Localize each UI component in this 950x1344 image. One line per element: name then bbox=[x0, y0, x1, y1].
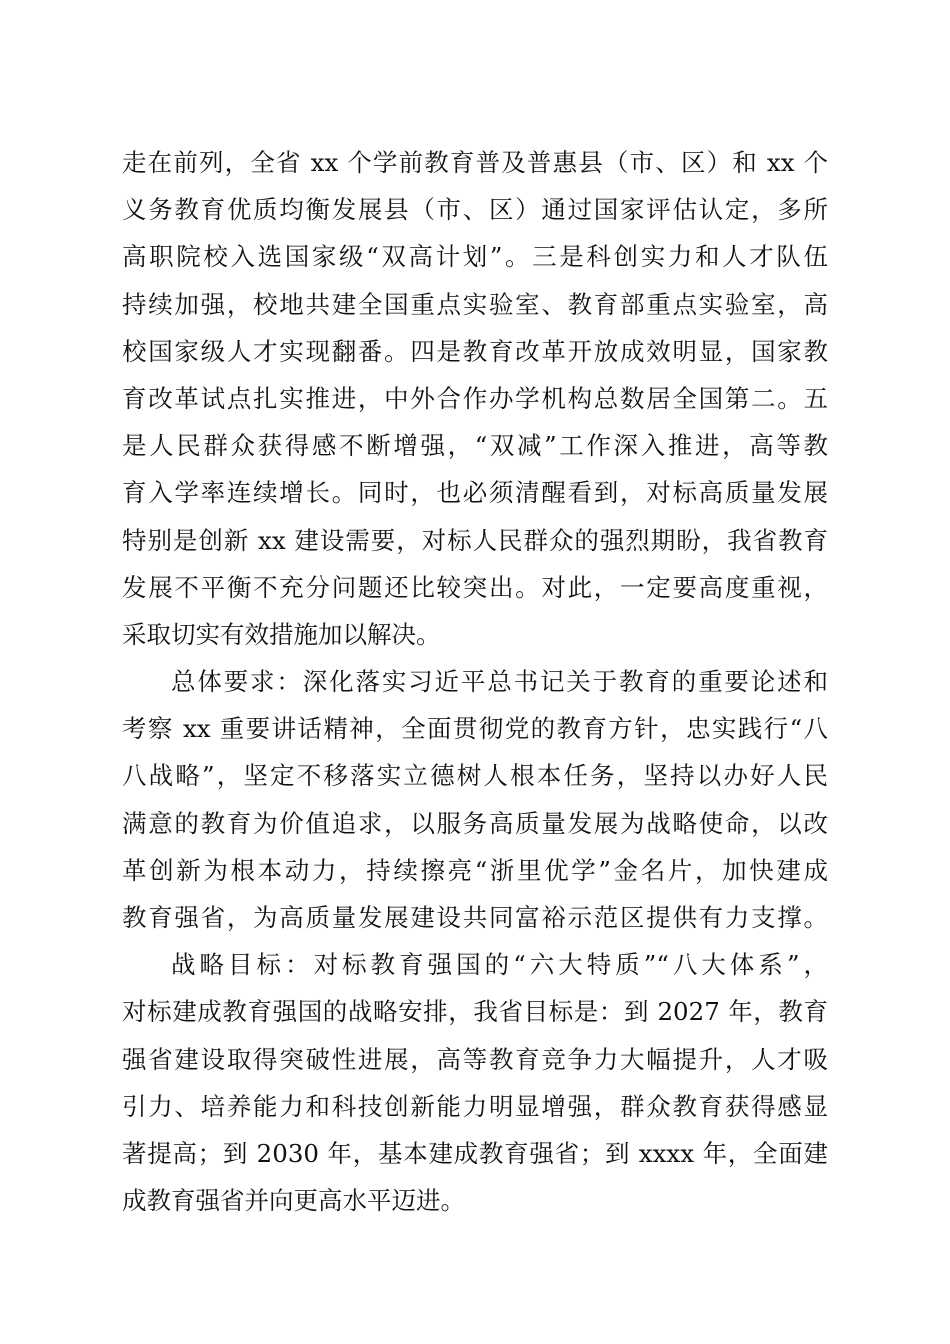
text-line: 革创新为根本动力，持续擦亮“浙里优学”金名片，加快建成 bbox=[122, 855, 828, 885]
text-line: 发展不平衡不充分问题还比较突出。对此，一定要高度重视， bbox=[122, 572, 828, 602]
text-line: 校国家级人才实现翻番。四是教育改革开放成效明显，国家教 bbox=[122, 336, 828, 366]
text-line: 八战略”，坚定不移落实立德树人根本任务，坚持以办好人民 bbox=[122, 761, 828, 791]
text-line: 高职院校入选国家级“双高计划”。三是科创实力和人才队伍 bbox=[122, 242, 828, 272]
text-line: 持续加强，校地共建全国重点实验室、教育部重点实验室，高 bbox=[122, 289, 828, 319]
text-line: 满意的教育为价值追求，以服务高质量发展为战略使命，以改 bbox=[122, 808, 828, 838]
text-line: 对标建成教育强国的战略安排，我省目标是：到 2027 年，教育 bbox=[122, 997, 828, 1027]
text-line: 考察 xx 重要讲话精神，全面贯彻党的教育方针，忠实践行“八 bbox=[122, 714, 828, 744]
text-line: 走在前列，全省 xx 个学前教育普及普惠县（市、区）和 xx 个 bbox=[122, 148, 828, 177]
text-line: 引力、培养能力和科技创新能力明显增强，群众教育获得感显 bbox=[122, 1091, 828, 1121]
document-body bbox=[0, 142, 950, 1227]
text-line: 采取切实有效措施加以解决。 bbox=[122, 619, 441, 649]
text-line: 义务教育优质均衡发展县（市、区）通过国家评估认定，多所 bbox=[122, 195, 828, 225]
text-line: 强省建设取得突破性进展，高等教育竞争力大幅提升，人才吸 bbox=[122, 1044, 828, 1074]
paragraph-heading-line: 总体要求：深化落实习近平总书记关于教育的重要论述和 bbox=[171, 667, 828, 697]
text-line: 教育强省，为高质量发展建设共同富裕示范区提供有力支撑。 bbox=[122, 903, 828, 932]
text-line: 是人民群众获得感不断增强，“双减”工作深入推进，高等教 bbox=[122, 431, 828, 461]
paragraph-heading-line: 战略目标：对标教育强国的“六大特质”“八大体系”， bbox=[171, 950, 828, 980]
text-line: 育入学率连续增长。同时，也必须清醒看到，对标高质量发展 bbox=[122, 478, 828, 508]
text-line: 成教育强省并向更高水平迈进。 bbox=[122, 1186, 465, 1216]
text-line: 著提高；到 2030 年，基本建成教育强省；到 xxxx 年，全面建 bbox=[122, 1138, 828, 1168]
text-line: 育改革试点扎实推进，中外合作办学机构总数居全国第二。五 bbox=[122, 383, 828, 413]
text-line: 特别是创新 xx 建设需要，对标人民群众的强烈期盼，我省教育 bbox=[122, 525, 828, 555]
